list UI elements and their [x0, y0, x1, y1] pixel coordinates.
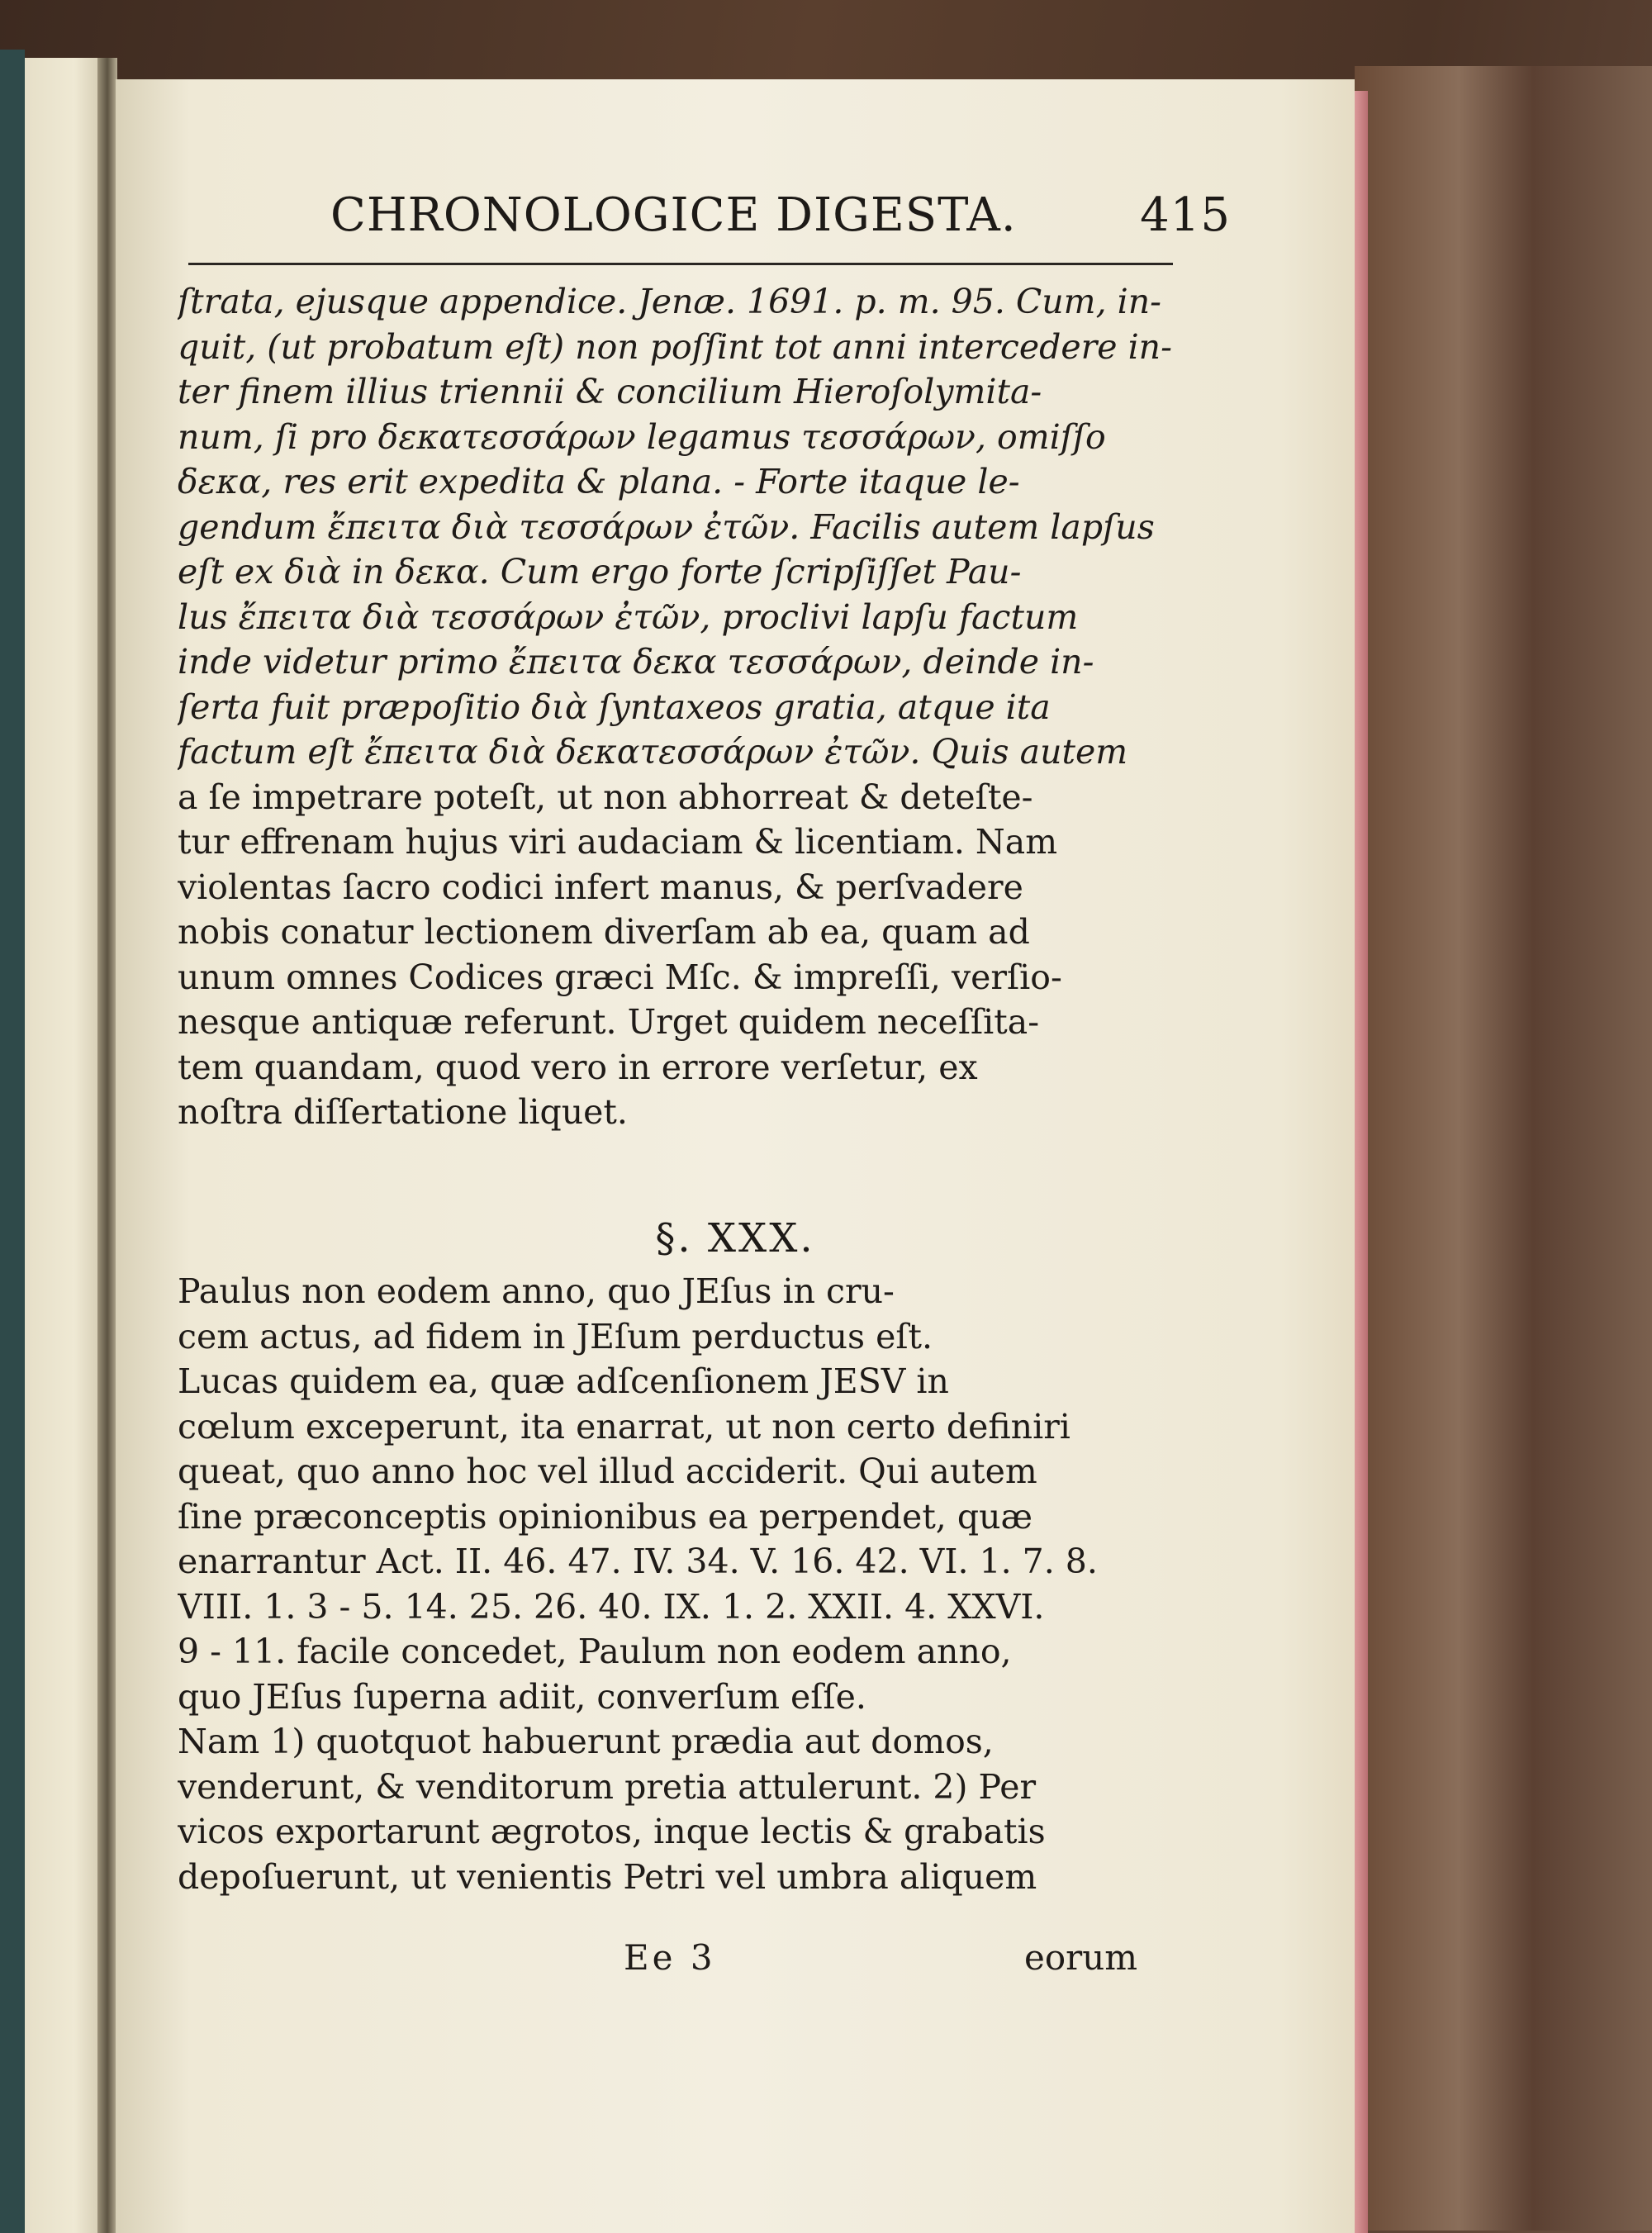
text-line: lus ἔπειτα διὰ τεσσάρων ἐτῶν, proclivi lapſu factum	[178, 596, 1079, 637]
book-page	[116, 79, 1355, 2233]
text-line: ter finem illius triennii & concilium Hieroſolymita-	[178, 372, 1042, 411]
text-line: num, ſi pro δεκατεσσάρων legamus τεσσάρων, omiſſo	[178, 416, 1106, 457]
header-rule	[188, 263, 1173, 265]
text-line: cem actus, ad fidem in JEſum perductus eſt.	[178, 1316, 933, 1356]
running-head	[330, 188, 1231, 263]
text-line: quo JEſus ſuperna adiit, converſum eſſe.	[178, 1676, 866, 1717]
book-cover-left	[0, 50, 25, 2233]
text-line: gendum ἔπειτα διὰ τεσσάρων ἐτῶν. Facilis autem lapſus	[178, 506, 1155, 547]
text-line: Nam 1) quotquot habuerunt prædia aut domos,	[178, 1722, 994, 1761]
text-line: tur effrenam hujus viri audaciam & licentiam. Nam	[178, 822, 1058, 862]
text-line: a ſe impetrare poteſt, ut non abhorreat & deteſte-	[178, 777, 1033, 817]
section-heading: §. XXX.	[655, 1215, 815, 1261]
text-line: violentas ſacro codici infert manus, & perſvadere	[178, 867, 1023, 907]
text-line: noſtra diſſertatione liquet.	[178, 1092, 628, 1132]
page-number: 415	[1140, 188, 1231, 242]
book-cover-right	[1355, 66, 1652, 2231]
text-line: VIII. 1. 3 - 5. 14. 25. 26. 40. IX. 1. 2. XXII. 4. XXVI.	[178, 1586, 1045, 1627]
body-text-block-2	[178, 1269, 1177, 1899]
text-line: queat, quo anno hoc vel illud acciderit. Qui autem	[178, 1451, 1037, 1491]
text-line: venderunt, & venditorum pretia attulerunt. 2) Per	[178, 1766, 1037, 1807]
book-gutter	[97, 58, 117, 2233]
text-line: δεκα, res erit expedita & plana. - Forte itaque le-	[178, 462, 1020, 501]
running-head-title: CHRONOLOGICE DIGESTA.	[330, 188, 1017, 242]
facing-page-edge	[25, 58, 107, 2233]
catchword: eorum	[1024, 1937, 1138, 1978]
text-line: tem quandam, quod vero in errore verſetur, ex	[178, 1047, 978, 1087]
text-line: factum eſt ἔπειτα διὰ δεκατεσσάρων ἐτῶν. Quis autem	[178, 732, 1128, 772]
text-line: Paulus non eodem anno, quo JEſus in cru-	[178, 1271, 895, 1311]
text-line: vicos exportarunt ægrotos, inque lectis & grabatis	[178, 1812, 1046, 1851]
text-line: inde videtur primo ἔπειτα δεκα τεσσάρων, deinde in-	[178, 642, 1094, 682]
text-line: ſerta fuit præpoſitio διὰ ſyntaxeos gratia, atque ita	[178, 687, 1051, 727]
signature-mark: Ee 3	[624, 1937, 716, 1978]
text-line: 9 - 11. facile concedet, Paulum non eodem anno,	[178, 1632, 1012, 1671]
text-line: nesque antiquæ referunt. Urget quidem neceſſita-	[178, 1002, 1040, 1042]
text-line: cœlum exceperunt, ita enarrat, ut non certo definiri	[178, 1406, 1070, 1447]
body-text-block-1	[178, 279, 1177, 1135]
text-line: nobis conatur lectionem diverſam ab ea, quam ad	[178, 912, 1030, 952]
text-line: ſine præconceptis opinionibus ea perpendet, quæ	[178, 1496, 1033, 1537]
text-line: quit, (ut probatum eſt) non poſſint tot anni intercedere in-	[178, 326, 1172, 367]
text-line: eſt ex διὰ in δεκα. Cum ergo forte ſcripſiſſet Pau-	[178, 552, 1022, 592]
text-line: depoſuerunt, ut venientis Petri vel umbra aliquem	[178, 1856, 1037, 1897]
text-line: enarrantur Act. II. 46. 47. IV. 34. V. 16. 42. VI. 1. 7. 8.	[178, 1542, 1098, 1581]
text-line: unum omnes Codices græci Mſc. & impreſſi, verſio-	[178, 957, 1062, 997]
text-line: ſtrata, ejusque appendice. Jenæ. 1691. p. m. 95. Cum, in-	[178, 282, 1162, 321]
text-line: Lucas quidem ea, quæ adſcenſionem JESV in	[178, 1361, 949, 1401]
